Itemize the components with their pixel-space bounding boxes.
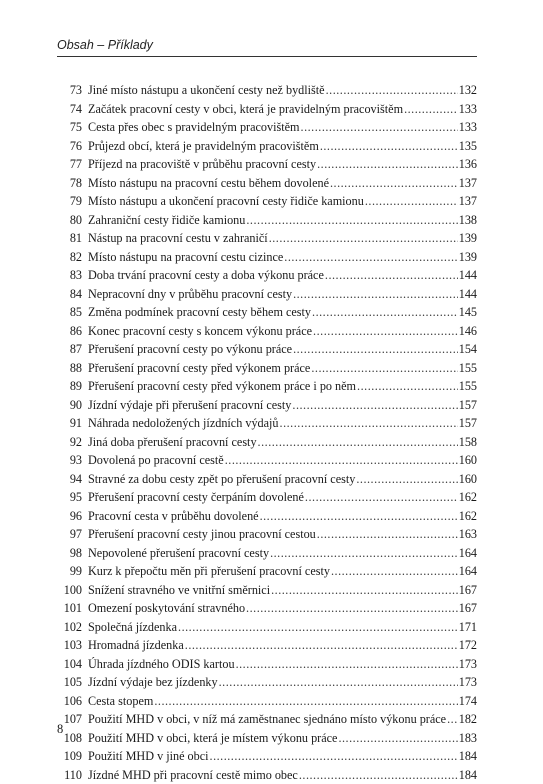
toc-entry — [57, 248, 477, 267]
toc-dot-leader — [246, 211, 457, 230]
toc-entry — [57, 766, 477, 784]
toc-dot-leader — [326, 81, 458, 100]
toc-dot-leader — [312, 303, 458, 322]
toc-entry-number: 105 — [57, 673, 82, 692]
toc-entry-number: 86 — [57, 322, 82, 341]
toc-entry-page: 155 — [459, 377, 477, 396]
toc-dot-leader — [270, 544, 458, 563]
toc-entry-page: 164 — [459, 562, 477, 581]
toc-entry-title: Snížení stravného ve vnitřní směrnici — [88, 581, 270, 600]
toc-dot-leader — [219, 673, 458, 692]
toc-entry-page: 184 — [459, 747, 477, 766]
toc-entry — [57, 488, 477, 507]
toc-dot-leader — [311, 359, 457, 378]
toc-entry-page: 174 — [459, 692, 477, 711]
toc-entry-number: 108 — [57, 729, 82, 748]
toc-entry-number: 110 — [57, 766, 82, 784]
toc-entry-page: 139 — [459, 248, 477, 267]
toc-entry-title: Nepovolené přerušení pracovní cesty — [88, 544, 269, 563]
toc-entry — [57, 433, 477, 452]
toc-entry-number: 106 — [57, 692, 82, 711]
toc-dot-leader — [236, 655, 458, 674]
toc-entry-title: Nepracovní dny v průběhu pracovní cesty — [88, 285, 292, 304]
toc-dot-leader — [317, 525, 458, 544]
toc-entry-title: Přerušení pracovní cesty před výkonem práce i po něm — [88, 377, 356, 396]
toc-entry-page: 157 — [459, 414, 477, 433]
toc-dot-leader — [269, 229, 458, 248]
toc-entry-number: 74 — [57, 100, 82, 119]
toc-entry-page: 171 — [459, 618, 477, 637]
toc-entry-title: Přerušení pracovní cesty před výkonem práce — [88, 359, 310, 378]
toc-entry — [57, 525, 477, 544]
toc-entry-number: 102 — [57, 618, 82, 637]
toc-entry-page: 184 — [459, 766, 477, 784]
toc-entry-number: 107 — [57, 710, 82, 729]
toc-entry-number: 83 — [57, 266, 82, 285]
toc-entry-number: 95 — [57, 488, 82, 507]
toc-entry — [57, 599, 477, 618]
toc-entry-number: 80 — [57, 211, 82, 230]
toc-entry-number: 91 — [57, 414, 82, 433]
page-number: 8 — [57, 722, 63, 737]
toc-entry — [57, 414, 477, 433]
toc-entry-page: 146 — [459, 322, 477, 341]
toc-dot-leader — [299, 766, 458, 784]
toc-entry-title: Použití MHD v obci, která je místem výkonu práce — [88, 729, 337, 748]
toc-entry-title: Hromadná jízdenka — [88, 636, 184, 655]
toc-entry-page: 135 — [459, 137, 477, 156]
toc-dot-leader — [225, 451, 458, 470]
toc-entry-page: 162 — [459, 488, 477, 507]
toc-entry-page: 139 — [459, 229, 477, 248]
toc-entry-number: 82 — [57, 248, 82, 267]
toc-entry-title: Konec pracovní cesty s koncem výkonu práce — [88, 322, 312, 341]
toc-entry-page: 137 — [459, 192, 477, 211]
toc-entry-page: 144 — [459, 266, 477, 285]
toc-entry-number: 85 — [57, 303, 82, 322]
toc-entry — [57, 470, 477, 489]
toc-entry-page: 144 — [459, 285, 477, 304]
toc-dot-leader — [338, 729, 457, 748]
toc-entry-title: Začátek pracovní cesty v obci, která je pravidelným pracovištěm — [88, 100, 403, 119]
toc-entry-page: 137 — [459, 174, 477, 193]
toc-dot-leader — [325, 266, 458, 285]
toc-entry-title: Přerušení pracovní cesty čerpáním dovolené — [88, 488, 304, 507]
toc-entry-page: 173 — [459, 655, 477, 674]
toc-entry-number: 78 — [57, 174, 82, 193]
toc-entry-number: 98 — [57, 544, 82, 563]
toc-entry-number: 97 — [57, 525, 82, 544]
toc-entry-number: 101 — [57, 599, 82, 618]
header-title: Obsah – Příklady — [57, 38, 153, 52]
toc-entry-number: 93 — [57, 451, 82, 470]
toc-entry-number: 79 — [57, 192, 82, 211]
toc-entry — [57, 118, 477, 137]
toc-entry — [57, 303, 477, 322]
toc-dot-leader — [293, 340, 458, 359]
toc-entry-title: Cesta stopem — [88, 692, 153, 711]
toc-entry-title: Jiné místo nástupu a ukončení cesty než bydliště — [88, 81, 325, 100]
toc-entry-number: 87 — [57, 340, 82, 359]
toc-dot-leader — [317, 155, 458, 174]
toc-entry-number: 89 — [57, 377, 82, 396]
toc-entry — [57, 692, 477, 711]
toc-entry-title: Zahraniční cesty řidiče kamionu — [88, 211, 245, 230]
toc-entry — [57, 155, 477, 174]
toc-entry — [57, 747, 477, 766]
toc-entry-number: 76 — [57, 137, 82, 156]
toc-entry — [57, 137, 477, 156]
toc-entry-page: 154 — [459, 340, 477, 359]
toc-entry-number: 88 — [57, 359, 82, 378]
toc-entry-number: 103 — [57, 636, 82, 655]
toc-entry-number: 73 — [57, 81, 82, 100]
toc-entry — [57, 192, 477, 211]
toc-entry-page: 162 — [459, 507, 477, 526]
toc-entry-page: 160 — [459, 470, 477, 489]
toc-entry-title: Omezení poskytování stravného — [88, 599, 245, 618]
toc-entry-title: Jízdní výdaje bez jízdenky — [88, 673, 218, 692]
toc-entry-page: 158 — [459, 433, 477, 452]
toc-entry-page: 172 — [459, 636, 477, 655]
toc-entry — [57, 729, 477, 748]
toc-entry — [57, 673, 477, 692]
toc-entry-page: 167 — [459, 581, 477, 600]
toc-entry-number: 90 — [57, 396, 82, 415]
toc-dot-leader — [404, 100, 458, 119]
toc-entry-title: Průjezd obcí, která je pravidelným pracovištěm — [88, 137, 319, 156]
toc-dot-leader — [258, 433, 458, 452]
toc-dot-leader — [280, 414, 458, 433]
header-rule — [57, 56, 477, 57]
toc-entry — [57, 359, 477, 378]
toc-entry — [57, 211, 477, 230]
toc-entry-page: 164 — [459, 544, 477, 563]
toc-entry-title: Přerušení pracovní cesty jinou pracovní cestou — [88, 525, 316, 544]
toc-dot-leader — [330, 174, 458, 193]
toc-dot-leader — [331, 562, 458, 581]
toc-dot-leader — [185, 636, 458, 655]
toc-dot-leader — [301, 118, 458, 137]
toc-entry — [57, 581, 477, 600]
toc-entry-page: 173 — [459, 673, 477, 692]
toc-dot-leader — [292, 396, 457, 415]
toc-entry — [57, 636, 477, 655]
running-header — [57, 36, 477, 58]
toc-entry — [57, 396, 477, 415]
toc-entry-title: Kurz k přepočtu měn při přerušení pracovní cesty — [88, 562, 330, 581]
toc-entry-title: Jízdní výdaje při přerušení pracovní cesty — [88, 396, 291, 415]
toc-dot-leader — [365, 192, 458, 211]
toc-entry-title: Použití MHD v obci, v níž má zaměstnanec sjednáno místo výkonu práce — [88, 710, 446, 729]
toc-entry — [57, 340, 477, 359]
toc-entry-title: Příjezd na pracoviště v průběhu pracovní cesty — [88, 155, 316, 174]
toc-entry-number: 99 — [57, 562, 82, 581]
toc-dot-leader — [284, 248, 457, 267]
toc-entry-number: 94 — [57, 470, 82, 489]
toc-entry-page: 145 — [459, 303, 477, 322]
toc-entry-number: 75 — [57, 118, 82, 137]
toc-entry — [57, 174, 477, 193]
toc-entry — [57, 451, 477, 470]
toc-entry-page: 155 — [459, 359, 477, 378]
toc-entry-page: 160 — [459, 451, 477, 470]
toc-entry — [57, 266, 477, 285]
toc-entry-number: 104 — [57, 655, 82, 674]
toc-entry — [57, 562, 477, 581]
toc-dot-leader — [246, 599, 458, 618]
toc-dot-leader — [271, 581, 458, 600]
toc-entry-title: Místo nástupu a ukončení pracovní cesty řidiče kamionu — [88, 192, 364, 211]
toc-dot-leader — [210, 747, 458, 766]
toc-entry-page: 183 — [459, 729, 477, 748]
toc-entry-page: 182 — [459, 710, 477, 729]
toc-entry-title: Doba trvání pracovní cesty a doba výkonu práce — [88, 266, 324, 285]
toc-entry — [57, 100, 477, 119]
toc-entry-title: Dovolená po pracovní cestě — [88, 451, 224, 470]
toc-entry-page: 133 — [459, 100, 477, 119]
toc-entry-number: 92 — [57, 433, 82, 452]
table-of-contents — [57, 81, 477, 784]
toc-entry-title: Náhrada nedoložených jízdních výdajů — [88, 414, 279, 433]
toc-dot-leader — [154, 692, 457, 711]
toc-entry — [57, 618, 477, 637]
toc-entry-number: 100 — [57, 581, 82, 600]
toc-entry-page: 133 — [459, 118, 477, 137]
toc-entry-title: Jiná doba přerušení pracovní cesty — [88, 433, 257, 452]
toc-entry — [57, 285, 477, 304]
toc-entry — [57, 507, 477, 526]
toc-entry-page: 167 — [459, 599, 477, 618]
toc-entry-title: Místo nástupu na pracovní cestu cizince — [88, 248, 283, 267]
toc-entry-title: Použití MHD v jiné obci — [88, 747, 209, 766]
toc-dot-leader — [305, 488, 458, 507]
toc-entry — [57, 710, 477, 729]
toc-entry-title: Nástup na pracovní cestu v zahraničí — [88, 229, 268, 248]
toc-entry-number: 84 — [57, 285, 82, 304]
toc-entry-title: Jízdné MHD při pracovní cestě mimo obec — [88, 766, 298, 784]
toc-entry-title: Společná jízdenka — [88, 618, 177, 637]
toc-entry-page: 157 — [459, 396, 477, 415]
toc-entry — [57, 81, 477, 100]
toc-entry-page: 163 — [459, 525, 477, 544]
toc-entry-title: Stravné za dobu cesty zpět po přerušení pracovní cesty — [88, 470, 355, 489]
toc-entry-page: 136 — [459, 155, 477, 174]
toc-entry-title: Cesta přes obec s pravidelným pracovištěm — [88, 118, 300, 137]
toc-entry-page: 138 — [459, 211, 477, 230]
toc-entry-number: 77 — [57, 155, 82, 174]
toc-entry-number: 81 — [57, 229, 82, 248]
toc-dot-leader — [313, 322, 458, 341]
toc-entry-number: 109 — [57, 747, 82, 766]
toc-dot-leader — [320, 137, 458, 156]
toc-entry — [57, 322, 477, 341]
toc-dot-leader — [178, 618, 458, 637]
toc-entry-page: 132 — [459, 81, 477, 100]
toc-entry-title: Přerušení pracovní cesty po výkonu práce — [88, 340, 292, 359]
toc-dot-leader — [293, 285, 458, 304]
toc-entry-number: 96 — [57, 507, 82, 526]
toc-entry-title: Změna podmínek pracovní cesty během cesty — [88, 303, 311, 322]
toc-dot-leader — [260, 507, 458, 526]
toc-entry-title: Úhrada jízdného ODIS kartou — [88, 655, 235, 674]
toc-entry-title: Pracovní cesta v průběhu dovolené — [88, 507, 259, 526]
toc-entry — [57, 229, 477, 248]
toc-dot-leader — [447, 710, 458, 729]
toc-dot-leader — [357, 377, 458, 396]
toc-entry — [57, 377, 477, 396]
toc-entry — [57, 655, 477, 674]
toc-dot-leader — [356, 470, 457, 489]
toc-entry-title: Místo nástupu na pracovní cestu během dovolené — [88, 174, 329, 193]
toc-entry — [57, 544, 477, 563]
